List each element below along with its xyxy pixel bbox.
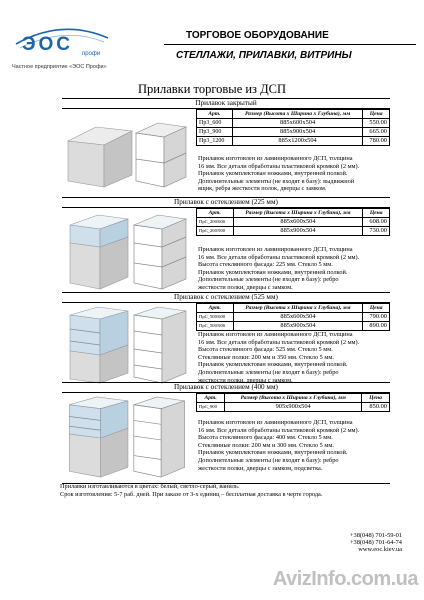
cell-art: ПрС_200/900 <box>197 227 234 236</box>
description-line: Высота стеклянного фасада: 400 мм. Стекло 5 мм. <box>198 434 333 442</box>
column-header-price: Цена <box>363 304 390 313</box>
description-line: Дополнительные элементы (не входят в базу): выдвижной <box>198 177 355 185</box>
description-line: Прилавок изготовлен из ламинированного ДСП, толщина <box>198 419 353 426</box>
description-line: Дополнительные элементы (не входят в базу): ребро <box>198 456 339 464</box>
cell-size: 885x1200x504 <box>232 137 362 146</box>
description-line: Высота стеклянного фасада: 225 мм. Стекло 5 мм. <box>198 261 333 269</box>
section-glazed-525 <box>62 292 390 383</box>
contact-block <box>350 532 402 554</box>
description-line: Стеклянные полки: 200 мм и 350 мм. Стекло 5 мм. <box>198 353 334 361</box>
description-line: Высота стеклянного фасада: 525 мм. Стекло 5 мм. <box>198 346 333 354</box>
price-table <box>196 303 390 331</box>
cell-price: 730.00 <box>363 227 390 236</box>
price-table <box>196 393 390 412</box>
table-row <box>197 128 390 137</box>
description-line: Прилавок укомплектован ножками, внутренней полкой. <box>198 268 348 276</box>
cell-price: 890.00 <box>363 322 390 331</box>
column-header-price: Цена <box>362 394 390 403</box>
column-header-size: Размер (Высота x Ширина x Глубина), мм <box>232 110 362 119</box>
column-header-art: Арт. <box>197 110 233 119</box>
table-row <box>197 322 390 331</box>
cell-art: Пр3_1200 <box>197 137 233 146</box>
description-line: Прилавок изготовлен из ламинированного ДСП, толщина <box>198 246 353 253</box>
description-line: 16 мм. Все детали обработаны пластиковой кромкой (2 мм). <box>198 162 360 170</box>
cell-size: 885x900x504 <box>233 322 363 331</box>
company-logo <box>8 20 128 76</box>
cell-art: Пр3_600 <box>197 119 233 128</box>
cell-art: ПрС_500/900 <box>197 322 234 331</box>
section-title: Прилавок с остеклением (525 мм) <box>62 293 390 303</box>
counter-glazed-525-image <box>62 305 190 385</box>
description-line: Прилавок укомплектован ножками, внутренней полкой. <box>198 449 348 457</box>
table-row <box>197 119 390 128</box>
counter-glazed-400-image <box>62 395 190 481</box>
section-title: Прилавок с остеклением (225 мм) <box>62 198 390 208</box>
column-header-art: Арт. <box>197 304 234 313</box>
cell-art: ПрС_200/600 <box>197 218 234 227</box>
table-row <box>197 137 390 146</box>
production-time-note: Срок изготовления: 5-7 раб. дней. При заказе от 3-х единиц – бесплатная доставка в черте города. <box>60 491 323 498</box>
price-table <box>196 208 390 236</box>
website-link[interactable]: www.eoc.kiev.ua <box>358 546 402 554</box>
cell-size: 885x600x504 <box>233 313 363 322</box>
description-line: 16 мм. Все детали обработаны пластиковой кромкой (2 мм). <box>198 253 360 261</box>
column-header-size: Размер (Высота x Ширина x Глубина), мм <box>233 209 363 218</box>
description-line: 16 мм. Все детали обработаны пластиковой кромкой (2 мм). <box>198 338 360 346</box>
phone-number: +38(048) 701-59-01 <box>349 532 402 539</box>
description-line: Стеклянные полки: 200 мм и 300 мм. Стекло 5 мм. <box>198 441 334 449</box>
cell-art: ПрС_900 <box>197 403 225 412</box>
column-header-price: Цена <box>363 209 390 218</box>
logo-caption: Частное предприятие «ЭОС Профи» <box>12 64 107 70</box>
section-title: Прилавок с остеклением (400 мм) <box>62 383 390 393</box>
cell-art: ПрС_500/600 <box>197 313 234 322</box>
column-header-size: Размер (Высота x Ширина x Глубина), мм <box>225 394 362 403</box>
counter-closed-image <box>62 111 190 191</box>
description-line: 16 мм. Все детали обработаны пластиковой кромкой (2 мм). <box>198 426 360 434</box>
description-line: Прилавок изготовлен из ламинированного ДСП, толщина <box>198 155 353 162</box>
column-header-art: Арт. <box>197 209 234 218</box>
section-description <box>198 331 388 384</box>
cell-size: 885x900x504 <box>232 128 362 137</box>
cell-size: 905x900x504 <box>225 403 362 412</box>
description-line: Дополнительные элементы (не входят в базу): ребро <box>198 368 339 376</box>
column-header-art: Арт. <box>197 394 225 403</box>
header-title: ТОРГОВОЕ ОБОРУДОВАНИЕ <box>186 30 329 41</box>
description-line: Дополнительные элементы (не входят в базу): ребро <box>198 276 339 284</box>
cell-price: 850.00 <box>362 403 390 412</box>
cell-price: 550.00 <box>363 119 390 128</box>
section-glazed-225 <box>62 197 390 293</box>
section-title: Прилавок закрытый <box>62 99 390 109</box>
column-header-size: Размер (Высота x Ширина x Глубина), мм <box>233 304 363 313</box>
section-closed-counter <box>62 98 390 198</box>
cell-price: 608.00 <box>363 218 390 227</box>
color-options-note: Прилавки изготавливаются в цветах: белый, светло-серый, ваниль. <box>60 483 240 490</box>
header-subtitle: СТЕЛЛАЖИ, ПРИЛАВКИ, ВИТРИНЫ <box>176 50 352 61</box>
counter-glazed-225-image <box>62 210 190 292</box>
section-glazed-400 <box>62 382 390 484</box>
description-line: Прилавок изготовлен из ламинированного ДСП, толщина <box>198 331 353 338</box>
logo-subtext: профи <box>82 51 101 57</box>
logo-text: ЭОС <box>22 34 74 55</box>
cell-price: 790.00 <box>363 313 390 322</box>
phone-number: +38(048) 701-64-74 <box>349 539 402 547</box>
description-line: жесткости полки, дверцы с замком, подсветка. <box>198 464 323 472</box>
description-line: Прилавок укомплектован ножками, внутренней полкой. <box>198 361 348 369</box>
section-description <box>198 419 388 472</box>
page-title: Прилавки торговые из ДСП <box>137 82 287 96</box>
header-divider <box>164 44 416 45</box>
table-row <box>197 403 390 412</box>
section-description <box>198 155 388 193</box>
description-line: ящик, ребра жесткости полок, дверцы с замком. <box>198 185 327 193</box>
cell-size: 885x600x504 <box>232 119 362 128</box>
description-line: Прилавок укомплектован ножками, внутренней полкой. <box>198 170 348 178</box>
table-row <box>197 218 390 227</box>
table-row <box>197 227 390 236</box>
price-table <box>196 109 390 146</box>
cell-price: 780.00 <box>363 137 390 146</box>
cell-size: 885x600x504 <box>233 218 363 227</box>
cell-art: Пр3_900 <box>197 128 233 137</box>
column-header-price: Цена <box>363 110 390 119</box>
site-watermark: AvizInfo.com.ua <box>272 568 418 590</box>
section-description <box>198 246 388 292</box>
cell-size: 885x900x504 <box>233 227 363 236</box>
table-row <box>197 313 390 322</box>
description-line: жесткости полки, дверцы с замком. <box>198 283 293 291</box>
cell-price: 665.00 <box>363 128 390 137</box>
description-line: жесткости полки, дверцы с замком. <box>198 376 293 384</box>
